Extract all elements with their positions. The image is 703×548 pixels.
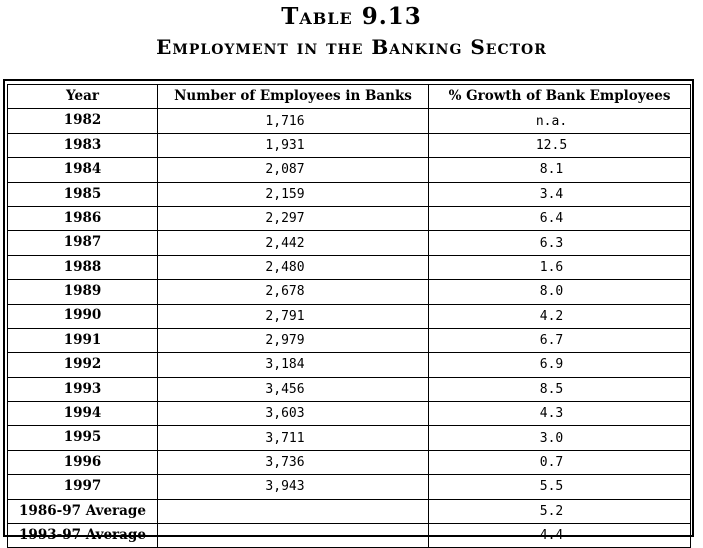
- table-row: [8, 524, 691, 548]
- cell-growth: [429, 280, 691, 304]
- table-row: [8, 353, 691, 377]
- cell-year: 1985: [8, 182, 158, 206]
- cell-growth: [429, 524, 691, 548]
- cell-growth-value: 3.0: [539, 430, 564, 446]
- cell-growth: [429, 182, 691, 206]
- cell-year: 1989: [8, 280, 158, 304]
- cell-year: 1997: [8, 475, 158, 499]
- cell-growth-value: 6.9: [539, 357, 564, 373]
- table-row: [8, 231, 691, 255]
- column-header-employees: Number of Employees in Banks: [158, 85, 429, 109]
- cell-growth: [429, 499, 691, 523]
- table-row: [8, 402, 691, 426]
- table-number-title: Table 9.13: [281, 3, 422, 30]
- cell-employees: [158, 109, 429, 133]
- cell-growth: [429, 255, 691, 279]
- cell-employees-value: 1,716: [265, 113, 305, 129]
- table-row: [8, 255, 691, 279]
- cell-employees-value: 2,979: [265, 333, 305, 349]
- cell-employees: [158, 328, 429, 352]
- cell-growth: [429, 450, 691, 474]
- table-row: [8, 304, 691, 328]
- cell-growth: [429, 377, 691, 401]
- cell-employees: [158, 353, 429, 377]
- cell-employees-value: 3,456: [265, 381, 305, 397]
- cell-growth-value: 0.7: [539, 455, 564, 471]
- cell-year: 1990: [8, 304, 158, 328]
- cell-growth-value: 5.2: [539, 503, 564, 519]
- cell-employees: [158, 255, 429, 279]
- cell-employees: [158, 206, 429, 230]
- table-row: [8, 206, 691, 230]
- cell-employees: [158, 231, 429, 255]
- cell-growth: [429, 133, 691, 157]
- cell-employees: [158, 133, 429, 157]
- cell-employees: [158, 499, 429, 523]
- cell-employees: [158, 426, 429, 450]
- cell-employees-value: 2,480: [265, 259, 305, 275]
- cell-employees-value: 3,184: [265, 357, 305, 373]
- cell-growth: [429, 109, 691, 133]
- cell-employees-value: 2,297: [265, 211, 305, 227]
- cell-employees-value: 2,159: [265, 186, 305, 202]
- cell-year: 1995: [8, 426, 158, 450]
- employment-table: [7, 84, 691, 548]
- cell-employees-value: 3,736: [265, 455, 305, 471]
- cell-year: 1993-97 Average: [8, 524, 158, 548]
- cell-growth: [429, 475, 691, 499]
- cell-year: 1986: [8, 206, 158, 230]
- cell-growth-value: 8.0: [539, 284, 564, 300]
- cell-growth: [429, 402, 691, 426]
- cell-growth-value: 6.4: [539, 211, 564, 227]
- cell-year: 1994: [8, 402, 158, 426]
- cell-employees-value: 2,442: [265, 235, 305, 251]
- table-row: [8, 499, 691, 523]
- cell-growth-value: 6.7: [539, 333, 564, 349]
- cell-employees-value: 3,603: [265, 406, 305, 422]
- cell-year: 1986-97 Average: [8, 499, 158, 523]
- cell-year: 1988: [8, 255, 158, 279]
- cell-employees: [158, 280, 429, 304]
- table-row: [8, 328, 691, 352]
- cell-year: 1982: [8, 109, 158, 133]
- cell-employees: [158, 475, 429, 499]
- cell-employees: [158, 304, 429, 328]
- cell-year: 1991: [8, 328, 158, 352]
- cell-year: 1987: [8, 231, 158, 255]
- cell-year: 1983: [8, 133, 158, 157]
- table-row: [8, 475, 691, 499]
- table-row: [8, 280, 691, 304]
- table-row: [8, 377, 691, 401]
- column-header-year: Year: [8, 85, 158, 109]
- cell-employees: [158, 450, 429, 474]
- table-header-row: [8, 85, 691, 109]
- cell-growth-value: 1.6: [539, 259, 564, 275]
- cell-growth-value: 6.3: [539, 235, 564, 251]
- cell-employees-value: 2,678: [265, 284, 305, 300]
- cell-employees-value: 3,711: [265, 430, 305, 446]
- table-row: [8, 426, 691, 450]
- column-header-growth: % Growth of Bank Employees: [429, 85, 691, 109]
- cell-growth: [429, 304, 691, 328]
- cell-employees: [158, 158, 429, 182]
- cell-year: 1984: [8, 158, 158, 182]
- cell-employees-value: 2,087: [265, 162, 305, 178]
- cell-growth: [429, 328, 691, 352]
- cell-year: 1996: [8, 450, 158, 474]
- cell-growth-value: 8.1: [539, 162, 564, 178]
- cell-year: 1993: [8, 377, 158, 401]
- table-row: [8, 450, 691, 474]
- cell-growth: [429, 353, 691, 377]
- cell-year: 1992: [8, 353, 158, 377]
- cell-employees-value: 1,931: [265, 137, 305, 153]
- cell-growth: [429, 231, 691, 255]
- table-body: [8, 109, 691, 548]
- cell-growth-value: 12.5: [535, 137, 568, 153]
- cell-employees-value: 3,943: [265, 479, 305, 495]
- cell-employees: [158, 402, 429, 426]
- cell-growth-value: 3.4: [539, 186, 564, 202]
- cell-growth-value: 4.4: [539, 528, 564, 544]
- cell-growth-value: 8.5: [539, 381, 564, 397]
- table-row: [8, 182, 691, 206]
- cell-employees: [158, 524, 429, 548]
- cell-growth-value: 4.3: [539, 406, 564, 422]
- cell-growth: [429, 206, 691, 230]
- cell-growth-value: 4.2: [539, 308, 564, 324]
- cell-employees: [158, 377, 429, 401]
- table-subtitle: Employment in the Banking Sector: [156, 35, 547, 59]
- table-row: [8, 109, 691, 133]
- table-row: [8, 158, 691, 182]
- cell-growth: [429, 426, 691, 450]
- cell-growth: [429, 158, 691, 182]
- cell-employees-value: 2,791: [265, 308, 305, 324]
- cell-employees: [158, 182, 429, 206]
- cell-growth-value: 5.5: [539, 479, 564, 495]
- cell-growth-value: n.a.: [535, 113, 568, 129]
- table-row: [8, 133, 691, 157]
